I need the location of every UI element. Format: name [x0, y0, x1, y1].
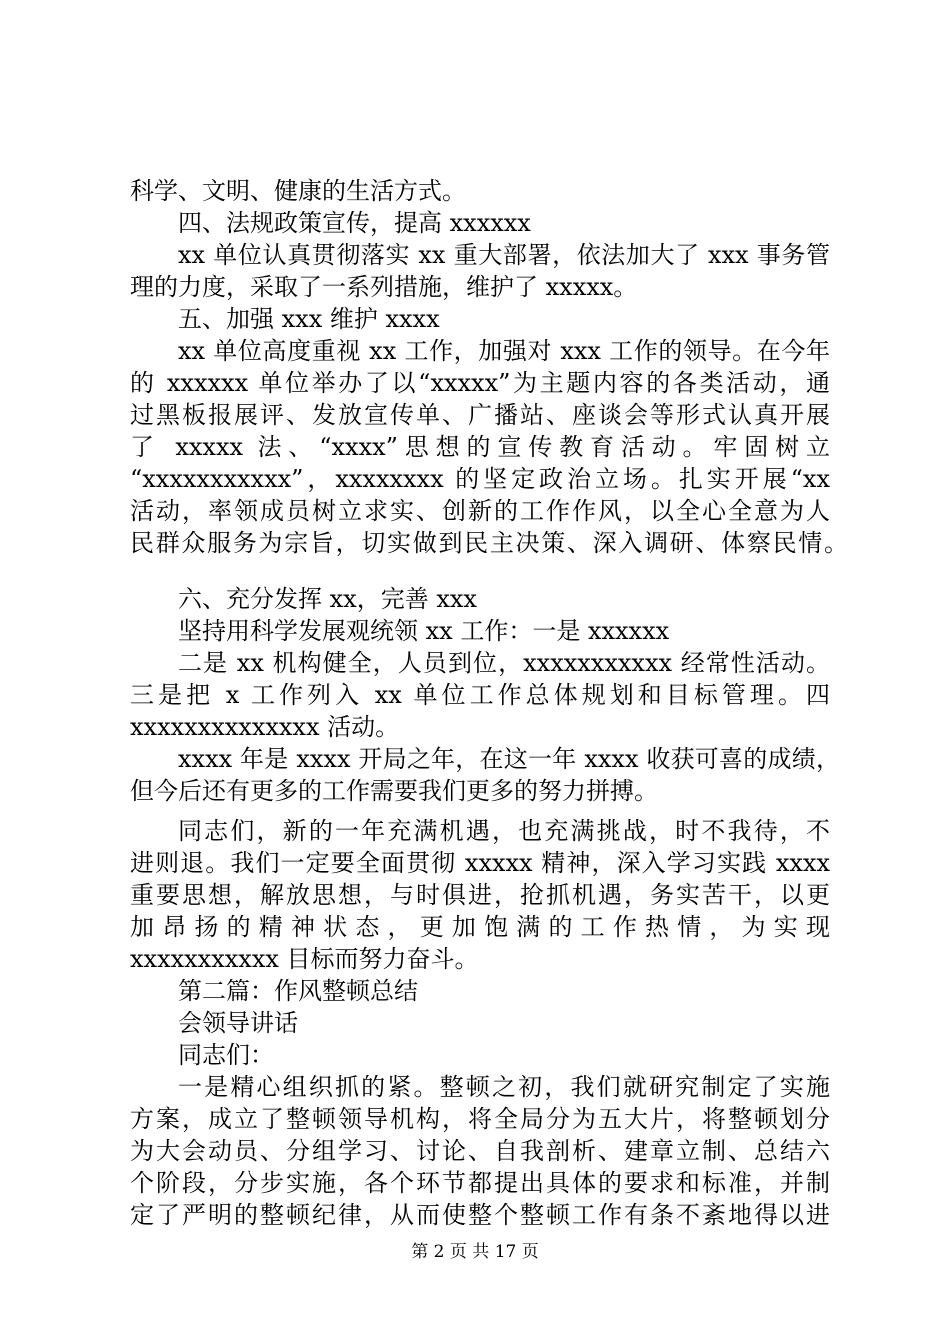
section-heading: 五、加强 xxx 维护 xxxx	[178, 305, 440, 333]
text-line: 加昂扬的精神状态，更加饱满的工作热情，为实现	[130, 913, 830, 941]
text-line: 为大会动员、分组学习、讨论、自我剖析、建章立制、总结六	[130, 1137, 830, 1165]
salutation: 同志们：	[178, 1041, 274, 1069]
text-line: 方案，成立了整顿领导机构，将全局分为五大片，将整顿划分	[130, 1105, 830, 1133]
text-line: 会领导讲话	[178, 1009, 298, 1037]
text-line: 但今后还有更多的工作需要我们更多的努力拼搏。	[130, 777, 658, 805]
text-line: 一是精心组织抓的紧。整顿之初，我们就研究制定了实施	[178, 1073, 830, 1101]
text-line: “xxxxxxxxxxx”，xxxxxxxx 的坚定政治立场。扎实开展“xx	[130, 465, 830, 493]
text-line: 二是 xx 机构健全，人员到位，xxxxxxxxxxx 经常性活动。	[178, 649, 830, 677]
text-line: 了 xxxxx 法、“xxxx”思想的宣传教育活动。牢固树立	[130, 433, 830, 461]
page-footer: 第 2 页 共 17 页	[411, 1242, 539, 1262]
text-line: 同志们，新的一年充满机遇，也充满挑战，时不我待，不	[178, 817, 830, 845]
text-line: 民群众服务为宗旨，切实做到民主决策、深入调研、体察民情。	[130, 529, 848, 557]
text-line: xx 单位高度重视 xx 工作，加强对 xxx 工作的领导。在今年	[178, 337, 830, 365]
text-line: xxxxxxxxxxxxxx 活动。	[130, 713, 400, 741]
text-line: 理的力度，采取了一系列措施，维护了 xxxxx。	[130, 273, 638, 301]
section-heading: 六、充分发挥 xx，完善 xxx	[178, 585, 477, 613]
section-title: 第二篇：作风整顿总结	[178, 977, 418, 1005]
text-line: 科学、文明、健康的生活方式。	[130, 177, 466, 205]
text-line: 三是把 x 工作列入 xx 单位工作总体规划和目标管理。四	[130, 681, 830, 709]
text-line: xx 单位认真贯彻落实 xx 重大部署，依法加大了 xxx 事务管	[178, 241, 830, 269]
text-line: 个阶段，分步实施，各个环节都提出具体的要求和标准，并制	[130, 1169, 830, 1197]
section-heading: 四、法规政策宣传，提高 xxxxxx	[178, 209, 531, 237]
text-line: 过黑板报展评、发放宣传单、广播站、座谈会等形式认真开展	[130, 401, 830, 429]
text-line: 坚持用科学发展观统领 xx 工作：一是 xxxxxx	[178, 617, 670, 645]
text-line: 的 xxxxxx 单位举办了以“xxxxx”为主题内容的各类活动，通	[130, 369, 830, 397]
text-line: xxxxxxxxxxx 目标而努力奋斗。	[130, 945, 479, 973]
text-line: xxxx 年是 xxxx 开局之年，在这一年 xxxx 收获可喜的成绩，	[178, 745, 840, 773]
text-line: 重要思想，解放思想，与时俱进，抢抓机遇，务实苦干，以更	[130, 881, 830, 909]
text-line: 进则退。我们一定要全面贯彻 xxxxx 精神，深入学习实践 xxxx	[130, 849, 830, 877]
text-line: 活动，率领成员树立求实、创新的工作作风，以全心全意为人	[130, 497, 830, 525]
text-line: 定了严明的整顿纪律，从而使整个整顿工作有条不紊地得以进	[130, 1201, 830, 1229]
